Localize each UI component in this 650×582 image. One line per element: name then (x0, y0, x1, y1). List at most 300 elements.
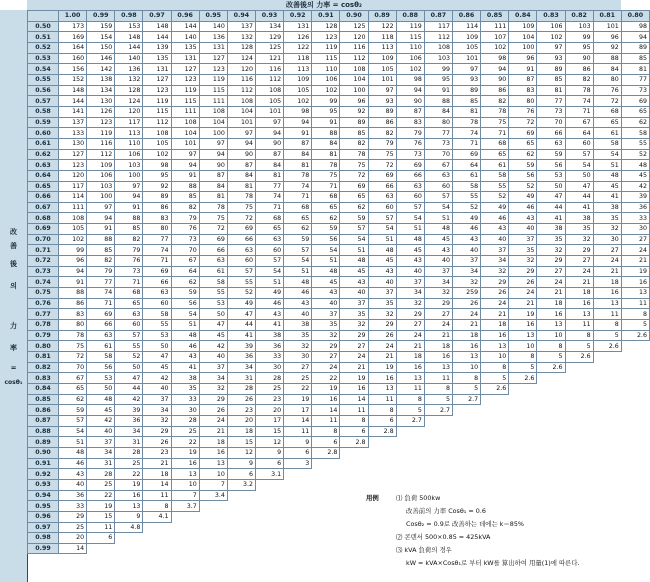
coefficient-cell: 70 (424, 149, 452, 160)
coefficient-cell: 75 (199, 213, 227, 224)
empty-cell (509, 415, 537, 426)
coefficient-cell: 97 (452, 64, 480, 75)
coefficient-cell: 11 (87, 522, 115, 533)
coefficient-cell: 11 (396, 383, 424, 394)
empty-cell (509, 405, 537, 416)
coefficient-cell: 54 (593, 149, 621, 160)
coefficient-cell: 114 (452, 21, 480, 32)
coefficient-cell: 94 (227, 138, 255, 149)
coefficient-cell: 22 (171, 437, 199, 448)
coefficient-cell: 72 (340, 170, 368, 181)
coefficient-cell: 24 (396, 330, 424, 341)
coefficient-cell: 95 (312, 106, 340, 117)
empty-cell (593, 373, 621, 384)
coefficient-cell: 104 (199, 117, 227, 128)
empty-cell (424, 426, 452, 437)
coefficient-cell: 66 (396, 170, 424, 181)
coefficient-cell: 22 (284, 383, 312, 394)
coefficient-cell: 136 (115, 64, 143, 75)
column-header-improved-pf: 0.88 (396, 11, 424, 22)
coefficient-cell: 37 (368, 288, 396, 299)
table-row (28, 437, 650, 448)
row-header-original-pf: 0.92 (28, 469, 59, 480)
empty-cell (199, 511, 227, 522)
coefficient-cell: 24 (621, 245, 649, 256)
coefficient-cell: 32 (340, 320, 368, 331)
coefficient-cell: 46 (509, 202, 537, 213)
coefficient-cell: 55 (227, 277, 255, 288)
coefficient-cell: 46 (481, 213, 509, 224)
coefficient-cell: 79 (368, 138, 396, 149)
coefficient-cell: 29 (509, 266, 537, 277)
coefficient-cell: 71 (452, 138, 480, 149)
coefficient-cell: 120 (227, 64, 255, 75)
empty-cell (509, 479, 537, 490)
coefficient-cell: 24 (537, 277, 565, 288)
coefficient-cell: 87 (199, 170, 227, 181)
coefficient-cell: 259 (452, 288, 480, 299)
coefficient-cell: 80 (509, 96, 537, 107)
coefficient-cell: 120 (340, 32, 368, 43)
row-header-original-pf: 0.68 (28, 213, 59, 224)
coefficient-cell: 48 (87, 394, 115, 405)
coefficient-cell: 109 (452, 32, 480, 43)
coefficient-cell: 29 (199, 394, 227, 405)
coefficient-cell: 74 (284, 181, 312, 192)
empty-cell (396, 458, 424, 469)
table-row (28, 128, 650, 139)
coefficient-cell: 59 (312, 224, 340, 235)
coefficient-cell: 94 (481, 64, 509, 75)
coefficient-cell: 32 (537, 245, 565, 256)
column-header-improved-pf: 0.90 (340, 11, 368, 22)
coefficient-cell: 56 (171, 298, 199, 309)
notes-line: ⑴ 負荷 500kw (396, 494, 441, 502)
empty-cell (537, 383, 565, 394)
column-header-improved-pf: 0.95 (199, 11, 227, 22)
coefficient-cell: 57 (227, 266, 255, 277)
coefficient-cell: 135 (171, 42, 199, 53)
row-header-original-pf: 0.66 (28, 192, 59, 203)
coefficient-cell: 91 (87, 224, 115, 235)
empty-cell (565, 415, 593, 426)
coefficient-cell: 71 (255, 202, 283, 213)
coefficient-cell: 24 (368, 341, 396, 352)
coefficient-cell: 89 (621, 42, 649, 53)
coefficient-cell: 91 (284, 128, 312, 139)
coefficient-cell: 94 (199, 149, 227, 160)
coefficient-cell: 21 (593, 266, 621, 277)
coefficient-cell: 144 (143, 32, 171, 43)
coefficient-cell: 99 (565, 32, 593, 43)
coefficient-cell: 40 (284, 309, 312, 320)
coefficient-cell: 36 (621, 202, 649, 213)
coefficient-cell: 112 (227, 85, 255, 96)
coefficient-cell: 53 (199, 298, 227, 309)
empty-cell (171, 511, 199, 522)
coefficient-cell: 81 (284, 160, 312, 171)
coefficient-cell: 76 (593, 85, 621, 96)
coefficient-cell: 16 (565, 298, 593, 309)
coefficient-cell: 134 (255, 21, 283, 32)
coefficient-cell: 148 (115, 32, 143, 43)
coefficient-cell: 54 (284, 256, 312, 267)
coefficient-cell: 40 (312, 298, 340, 309)
coefficient-cell: 14 (284, 415, 312, 426)
coefficient-cell: 104 (340, 74, 368, 85)
coefficient-cell: 5 (509, 362, 537, 373)
empty-cell (171, 543, 199, 554)
coefficient-cell: 14 (143, 479, 171, 490)
empty-cell (565, 362, 593, 373)
coefficient-cell: 73 (424, 138, 452, 149)
coefficient-cell: 81 (537, 85, 565, 96)
coefficient-cell: 140 (199, 21, 227, 32)
coefficient-cell: 101 (255, 106, 283, 117)
coefficient-cell: 65 (255, 224, 283, 235)
row-header-original-pf: 0.90 (28, 447, 59, 458)
coefficient-cell: 99 (312, 96, 340, 107)
empty-cell (284, 543, 312, 554)
row-header-original-pf: 0.69 (28, 224, 59, 235)
empty-cell (593, 415, 621, 426)
coefficient-cell: 59 (171, 288, 199, 299)
coefficient-cell: 51 (284, 266, 312, 277)
table-row (28, 224, 650, 235)
coefficient-cell: 50 (115, 362, 143, 373)
coefficient-cell: 68 (284, 202, 312, 213)
side-label-char: 善 (10, 242, 17, 250)
coefficient-cell: 115 (312, 53, 340, 64)
coefficient-cell: 2.6 (509, 373, 537, 384)
coefficient-cell: 84 (199, 181, 227, 192)
coefficient-cell: 61 (452, 170, 480, 181)
coefficient-cell: 16 (171, 458, 199, 469)
coefficient-cell: 90 (565, 53, 593, 64)
coefficient-cell: 9 (255, 447, 283, 458)
coefficient-cell: 16 (368, 373, 396, 384)
empty-cell (284, 511, 312, 522)
coefficient-cell: 44 (115, 383, 143, 394)
coefficient-cell: 29 (481, 277, 509, 288)
coefficient-cell: 81 (199, 192, 227, 203)
coefficient-cell: 64 (565, 128, 593, 139)
coefficient-cell: 16 (199, 447, 227, 458)
coefficient-cell: 152 (59, 74, 87, 85)
coefficient-cell: 104 (509, 32, 537, 43)
empty-cell (565, 383, 593, 394)
coefficient-cell: 16 (396, 362, 424, 373)
row-header-original-pf: 0.85 (28, 394, 59, 405)
empty-cell (227, 522, 255, 533)
coefficient-cell: 97 (171, 149, 199, 160)
coefficient-cell: 47 (199, 320, 227, 331)
empty-cell (312, 469, 340, 480)
coefficient-cell: 70 (537, 117, 565, 128)
coefficient-cell: 58 (593, 138, 621, 149)
coefficient-cell: 2.6 (593, 341, 621, 352)
coefficient-cell: 37 (199, 362, 227, 373)
row-header-original-pf: 0.98 (28, 533, 59, 544)
coefficient-cell: 32 (143, 415, 171, 426)
empty-cell (621, 490, 649, 501)
row-header-original-pf: 0.73 (28, 266, 59, 277)
coefficient-cell: 144 (59, 96, 87, 107)
coefficient-cell: 92 (143, 181, 171, 192)
coefficient-cell: 34 (227, 362, 255, 373)
empty-cell (255, 479, 283, 490)
row-header-original-pf: 0.51 (28, 32, 59, 43)
table-row (28, 277, 650, 288)
coefficient-cell: 140 (115, 53, 143, 64)
coefficient-cell: 52 (227, 288, 255, 299)
coefficient-cell: 16 (593, 288, 621, 299)
coefficient-cell: 34 (115, 426, 143, 437)
row-header-original-pf: 0.84 (28, 383, 59, 394)
coefficient-cell: 169 (59, 32, 87, 43)
coefficient-cell: 96 (59, 256, 87, 267)
coefficient-cell: 18 (199, 437, 227, 448)
coefficient-cell: 111 (481, 21, 509, 32)
coefficient-cell: 66 (87, 320, 115, 331)
coefficient-cell: 11 (368, 394, 396, 405)
coefficient-cell: 23 (255, 394, 283, 405)
coefficient-cell: 50 (565, 170, 593, 181)
coefficient-cell: 95 (424, 74, 452, 85)
empty-cell (255, 511, 283, 522)
coefficient-cell: 105 (368, 64, 396, 75)
coefficient-cell: 144 (115, 42, 143, 53)
coefficient-cell: 20 (255, 405, 283, 416)
coefficient-cell: 82 (171, 202, 199, 213)
coefficient-cell: 63 (368, 192, 396, 203)
coefficient-cell: 43 (284, 298, 312, 309)
coefficient-cell: 46 (284, 288, 312, 299)
empty-cell (312, 522, 340, 533)
coefficient-cell: 6 (368, 415, 396, 426)
coefficient-cell: 48 (284, 277, 312, 288)
coefficient-cell: 59 (284, 234, 312, 245)
empty-cell (565, 447, 593, 458)
coefficient-cell: 72 (227, 213, 255, 224)
empty-cell (565, 458, 593, 469)
coefficient-cell: 2.6 (565, 352, 593, 363)
coefficient-cell: 19 (284, 394, 312, 405)
coefficient-cell: 29 (396, 309, 424, 320)
coefficient-cell: 60 (396, 192, 424, 203)
coefficient-cell: 74 (565, 96, 593, 107)
coefficient-cell: 94 (115, 192, 143, 203)
coefficient-cell: 51 (255, 277, 283, 288)
coefficient-cell: 13 (481, 341, 509, 352)
coefficient-cell: 38 (565, 213, 593, 224)
capacitor-coefficient-table (27, 10, 650, 554)
empty-cell (312, 543, 340, 554)
table-row (28, 42, 650, 53)
coefficient-cell: 45 (621, 170, 649, 181)
coefficient-cell: 105 (143, 138, 171, 149)
coefficient-cell: 82 (340, 138, 368, 149)
coefficient-cell: 28 (87, 469, 115, 480)
coefficient-cell: 70 (171, 245, 199, 256)
coefficient-cell: 74 (143, 245, 171, 256)
empty-cell (481, 405, 509, 416)
coefficient-cell: 44 (565, 192, 593, 203)
coefficient-cell: 76 (171, 224, 199, 235)
coefficient-cell: 101 (171, 138, 199, 149)
coefficient-cell: 5 (481, 373, 509, 384)
empty-cell (621, 522, 649, 533)
empty-cell (452, 469, 480, 480)
coefficient-cell: 57 (255, 256, 283, 267)
empty-cell (593, 437, 621, 448)
coefficient-cell: 91 (424, 85, 452, 96)
coefficient-cell: 74 (255, 192, 283, 203)
row-header-original-pf: 0.58 (28, 106, 59, 117)
row-header-original-pf: 0.94 (28, 490, 59, 501)
coefficient-cell: 19 (312, 383, 340, 394)
coefficient-cell: 83 (396, 117, 424, 128)
coefficient-cell: 55 (621, 138, 649, 149)
table-row (28, 373, 650, 384)
coefficient-cell: 73 (537, 106, 565, 117)
coefficient-cell: 135 (143, 53, 171, 64)
coefficient-cell: 48 (340, 256, 368, 267)
coefficient-cell: 60 (424, 181, 452, 192)
coefficient-cell: 90 (227, 149, 255, 160)
coefficient-cell: 56 (537, 160, 565, 171)
coefficient-cell: 57 (115, 330, 143, 341)
coefficient-cell: 11 (143, 490, 171, 501)
coefficient-cell: 7 (171, 490, 199, 501)
coefficient-cell: 75 (481, 117, 509, 128)
coefficient-cell: 52 (621, 149, 649, 160)
coefficient-cell: 105 (284, 85, 312, 96)
notes-line: ⑵ 콘덴서 500×0.85 = 425kVA (396, 533, 491, 541)
empty-cell (537, 394, 565, 405)
coefficient-cell: 62 (284, 224, 312, 235)
coefficient-cell: 62 (312, 213, 340, 224)
coefficient-cell: 6 (340, 426, 368, 437)
coefficient-cell: 106 (87, 170, 115, 181)
coefficient-cell: 27 (621, 234, 649, 245)
coefficient-cell: 28 (115, 447, 143, 458)
coefficient-cell: 37 (340, 298, 368, 309)
coefficient-cell: 119 (396, 21, 424, 32)
coefficient-cell: 100 (115, 170, 143, 181)
row-header-original-pf: 0.88 (28, 426, 59, 437)
coefficient-cell: 121 (255, 53, 283, 64)
row-header-original-pf: 0.56 (28, 85, 59, 96)
coefficient-cell: 35 (312, 320, 340, 331)
coefficient-cell: 94 (284, 117, 312, 128)
empty-cell (396, 469, 424, 480)
coefficient-cell: 25 (59, 522, 87, 533)
coefficient-cell: 42 (621, 181, 649, 192)
coefficient-cell: 105 (255, 96, 283, 107)
coefficient-cell: 58 (481, 170, 509, 181)
empty-cell (593, 479, 621, 490)
empty-cell (284, 490, 312, 501)
coefficient-cell: 69 (227, 224, 255, 235)
coefficient-cell: 123 (59, 160, 87, 171)
coefficient-cell: 19 (621, 266, 649, 277)
column-header-improved-pf: 0.94 (227, 11, 255, 22)
empty-cell (621, 511, 649, 522)
coefficient-cell: 5 (593, 330, 621, 341)
coefficient-cell: 46 (452, 224, 480, 235)
row-header-original-pf: 0.74 (28, 277, 59, 288)
coefficient-cell: 10 (509, 341, 537, 352)
empty-cell (199, 533, 227, 544)
coefficient-cell: 88 (312, 128, 340, 139)
coefficient-cell: 58 (87, 352, 115, 363)
coefficient-cell: 84 (227, 170, 255, 181)
empty-cell (621, 362, 649, 373)
coefficient-cell: 14 (59, 543, 87, 554)
coefficient-cell: 50 (143, 341, 171, 352)
coefficient-cell: 23 (227, 405, 255, 416)
coefficient-cell: 5 (621, 320, 649, 331)
coefficient-cell: 46 (255, 298, 283, 309)
coefficient-cell: 82 (481, 96, 509, 107)
coefficient-cell: 131 (284, 21, 312, 32)
coefficient-cell: 104 (227, 106, 255, 117)
coefficient-cell: 8 (424, 383, 452, 394)
side-label-char: 率 (10, 344, 17, 352)
coefficient-cell: 130 (87, 96, 115, 107)
empty-cell (255, 543, 283, 554)
coefficient-cell: 19 (171, 447, 199, 458)
coefficient-cell: 159 (87, 21, 115, 32)
coefficient-cell: 62 (509, 149, 537, 160)
coefficient-cell: 17 (284, 405, 312, 416)
coefficient-cell: 122 (368, 21, 396, 32)
coefficient-cell: 81 (255, 170, 283, 181)
empty-cell (593, 352, 621, 363)
coefficient-cell: 45 (199, 330, 227, 341)
coefficient-cell: 88 (424, 96, 452, 107)
coefficient-cell: 36 (59, 490, 87, 501)
empty-cell (396, 479, 424, 490)
empty-cell (537, 405, 565, 416)
coefficient-cell: 37 (481, 245, 509, 256)
coefficient-cell: 49 (255, 288, 283, 299)
row-header-original-pf: 0.54 (28, 64, 59, 75)
empty-cell (565, 437, 593, 448)
coefficient-cell: 67 (171, 256, 199, 267)
coefficient-cell: 97 (87, 202, 115, 213)
coefficient-cell: 102 (284, 96, 312, 107)
coefficient-cell: 57 (340, 224, 368, 235)
coefficient-cell: 139 (143, 42, 171, 53)
coefficient-cell: 32 (452, 277, 480, 288)
empty-cell (481, 447, 509, 458)
coefficient-cell: 34 (424, 277, 452, 288)
coefficient-cell: 85 (340, 128, 368, 139)
coefficient-cell: 6 (284, 447, 312, 458)
empty-cell (593, 394, 621, 405)
coefficient-cell: 37 (452, 256, 480, 267)
notes-label: 用例 (366, 494, 379, 502)
table-row (28, 64, 650, 75)
coefficient-cell: 24 (481, 298, 509, 309)
coefficient-cell: 11 (565, 320, 593, 331)
coefficient-cell: 78 (59, 330, 87, 341)
coefficient-cell: 72 (199, 224, 227, 235)
coefficient-cell: 29 (537, 256, 565, 267)
coefficient-cell: 94 (171, 160, 199, 171)
